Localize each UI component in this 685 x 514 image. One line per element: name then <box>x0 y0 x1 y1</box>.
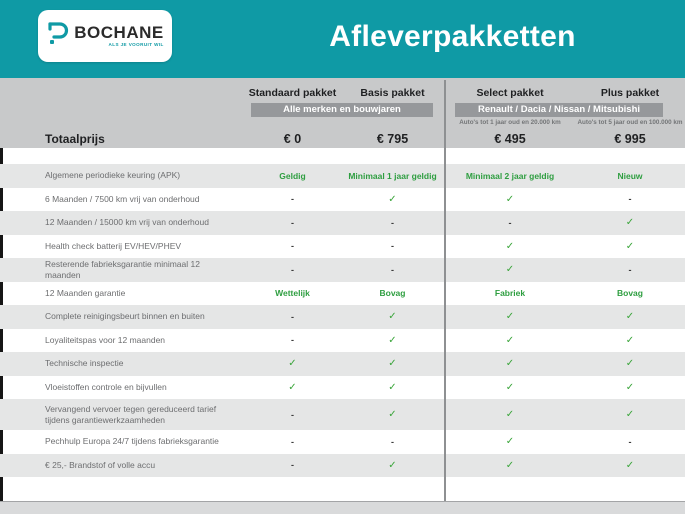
check-icon: ✓ <box>505 264 515 276</box>
check-icon: ✓ <box>505 436 515 448</box>
check-icon: ✓ <box>388 334 397 346</box>
package-name-standaard: Standaard pakket <box>248 87 337 99</box>
check-icon: ✓ <box>505 240 515 252</box>
subtext-select: Auto's tot 1 jaar oud en 20.000 km <box>459 119 561 126</box>
check-icon: ✓ <box>505 193 515 205</box>
dash-mark: - <box>291 241 294 252</box>
row-label: Algemene periodieke keuring (APK) <box>45 170 181 181</box>
dash-mark: - <box>291 194 294 205</box>
dash-mark: - <box>291 335 294 346</box>
badge-brand-list: Renault / Dacia / Nissan / Mitsubishi <box>455 103 663 117</box>
logo-text <box>74 24 163 48</box>
total-price-label: Totaalprijs <box>45 132 105 146</box>
badge-row <box>0 103 685 117</box>
check-icon: ✓ <box>388 358 397 370</box>
row-label: Technische inspectie <box>45 358 124 369</box>
footer-row <box>0 477 685 501</box>
row-label: 6 Maanden / 7500 km vrij van onderhoud <box>45 193 200 204</box>
value-text: Minimaal 2 jaar geldig <box>465 170 555 181</box>
check-icon: ✓ <box>625 334 635 346</box>
header-bar <box>0 0 685 78</box>
dash-mark: - <box>291 460 294 471</box>
dash-mark: - <box>391 264 394 275</box>
table-row <box>0 188 685 212</box>
check-icon: ✓ <box>505 381 515 393</box>
feature-table <box>0 164 685 477</box>
bochane-logo <box>38 10 172 62</box>
check-icon: ✓ <box>625 409 635 420</box>
dash-mark: - <box>508 217 512 228</box>
package-name-plus: Plus pakket <box>600 87 660 99</box>
table-row <box>0 329 685 353</box>
table-row <box>0 258 685 282</box>
dash-mark: - <box>291 311 294 322</box>
table-row <box>0 164 685 188</box>
badge-all-brands: Alle merken en bouwjaren <box>251 103 433 117</box>
check-icon: ✓ <box>288 381 297 393</box>
value-text: Nieuw <box>617 170 643 181</box>
row-label: 12 Maanden garantie <box>45 287 126 298</box>
check-icon: ✓ <box>388 459 397 471</box>
row-label: 12 Maanden / 15000 km vrij van onderhoud <box>45 217 209 228</box>
row-label: Vloeistoffen controle en bijvullen <box>45 381 167 392</box>
brand-tagline: ALS JE VOORUIT WIL <box>108 42 164 48</box>
page-title: Afleverpakketten <box>329 20 576 53</box>
table-row <box>0 235 685 259</box>
brand-name: BOCHANE <box>74 23 164 43</box>
dash-mark: - <box>628 264 632 275</box>
price-plus: € 995 <box>614 132 646 146</box>
bottom-strip <box>0 501 685 514</box>
table-row <box>0 282 685 306</box>
check-icon: ✓ <box>505 311 515 323</box>
dash-mark: - <box>391 436 394 447</box>
row-label: Pechhulp Europa 24/7 tijdens fabrieksgarantie <box>45 436 219 447</box>
check-icon: ✓ <box>625 358 635 370</box>
check-icon: ✓ <box>625 381 635 393</box>
check-icon: ✓ <box>505 459 515 471</box>
check-icon: ✓ <box>388 409 397 420</box>
total-price-row <box>0 132 685 146</box>
package-name-select: Select pakket <box>476 87 544 99</box>
spacer-row <box>0 148 685 164</box>
dash-mark: - <box>628 194 632 205</box>
value-text: Bovag <box>379 288 406 299</box>
package-name-row <box>0 78 685 99</box>
subtext-row <box>0 119 685 129</box>
check-icon: ✓ <box>388 193 397 205</box>
row-label: € 25,- Brandstof of volle accu <box>45 459 156 470</box>
value-text: Fabriek <box>494 288 526 299</box>
subtext-plus: Auto's tot 5 jaar oud en 100.000 km <box>577 119 683 126</box>
value-text: Minimaal 1 jaar geldig <box>348 170 437 181</box>
column-divider <box>444 80 446 501</box>
check-icon: ✓ <box>625 311 635 323</box>
table-row <box>0 399 685 430</box>
dash-mark: - <box>628 436 632 447</box>
check-icon: ✓ <box>625 217 635 229</box>
dash-mark: - <box>291 264 294 275</box>
check-icon: ✓ <box>288 358 297 370</box>
table-row <box>0 430 685 454</box>
dash-mark: - <box>391 241 394 252</box>
table-row <box>0 352 685 376</box>
value-text: Wettelijk <box>275 288 310 299</box>
row-label: Complete reinigingsbeurt binnen en buiten <box>45 311 205 322</box>
check-icon: ✓ <box>505 334 515 346</box>
value-text: Geldig <box>279 170 306 181</box>
price-select: € 495 <box>494 132 526 146</box>
check-icon: ✓ <box>625 459 635 471</box>
check-icon: ✓ <box>505 358 515 370</box>
check-icon: ✓ <box>505 409 515 420</box>
package-name-basis: Basis pakket <box>360 87 425 99</box>
check-icon: ✓ <box>625 240 635 252</box>
dash-mark: - <box>291 217 294 228</box>
row-label: Vervangend vervoer tegen gereduceerd tarief tijdens garantiewerkzaamheden <box>45 403 217 425</box>
dash-mark: - <box>291 409 294 420</box>
table-row <box>0 305 685 329</box>
bochane-logo-icon <box>46 18 69 55</box>
dash-mark: - <box>291 436 294 447</box>
table-row <box>0 454 685 478</box>
dash-mark: - <box>391 217 394 228</box>
price-basis: € 795 <box>376 132 409 146</box>
row-label: Health check batterij EV/HEV/PHEV <box>45 240 182 251</box>
check-icon: ✓ <box>388 311 397 323</box>
package-header-band <box>0 78 685 148</box>
table-row <box>0 376 685 400</box>
price-standaard: € 0 <box>283 132 302 146</box>
row-label: Resterende fabrieksgarantie minimaal 12 maanden <box>45 259 200 280</box>
table-row <box>0 211 685 235</box>
check-icon: ✓ <box>388 381 397 393</box>
row-label: Loyaliteitspas voor 12 maanden <box>45 334 166 345</box>
value-text: Bovag <box>617 288 643 299</box>
